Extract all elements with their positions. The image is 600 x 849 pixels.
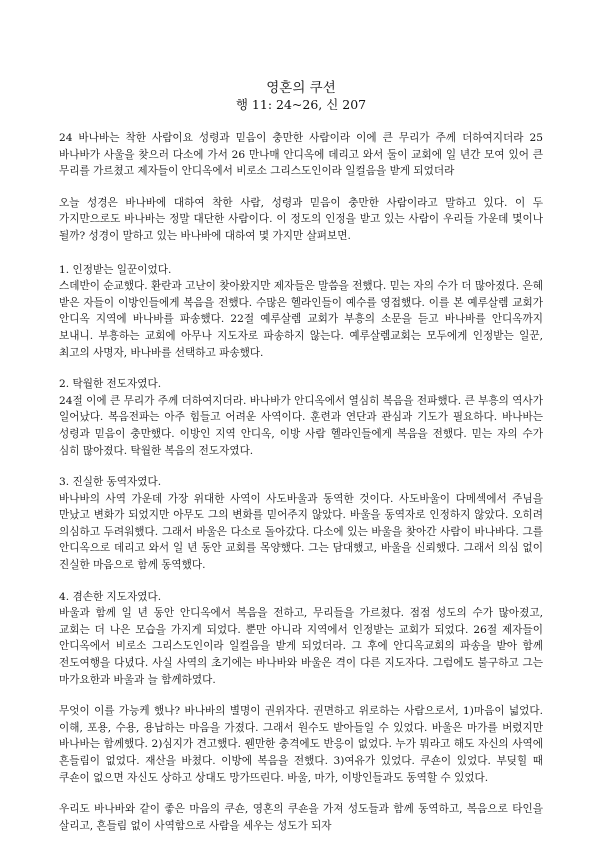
document-title: 영혼의 쿠션 [266, 80, 336, 96]
scripture-passage: 24 바나바는 착한 사람이요 성령과 믿음이 충만한 사람이라 이에 큰 무리가 주께 더하여지더라 25 바나바가 사울을 찾으러 다소에 가서 26 만나매 안디옥에 데리고 와서 둘이 교회에 일 년간 모여 있어 큰 무리를 가르쳤고 제자들이 안디옥에서 비로소 그리스도인이라 일컬음을 받게 되었더라 [59, 132, 543, 178]
section-2 [59, 376, 543, 459]
conclusion-paragraph: 우리도 바나바와 같이 좋은 마음의 쿠숀, 영혼의 쿠숀을 가져 성도들과 함께 동역하고, 복음으로 타인을 살리고, 흔들림 없이 사역함으로 사람을 세우는 성도가 되자 [59, 803, 543, 832]
section-body: 스데반이 순교했다. 환란과 고난이 찾아왔지만 제자들은 말씀을 전했다. 믿는 자의 수가 더 많아졌다. 은혜 받은 자들이 이방인들에게 복음을 전했다. 수많은 헬라인들이 예수를 영접했다. 이를 본 예루살렘 교회가 안디옥 지역에 바나바를 파송했다. 22절 예루살렘 교회가 부흥의 소문을 듣고 바나바를 안디옥까지 보내니. 부흥하는 교회에 아무나 지도자로 파송하지 않는다. 예루살렘교회는 모두에게 인정받는 일꾼, 최고의 사명자, 바나바를 선택하고 파송했다. [59, 280, 543, 359]
section-4 [59, 589, 543, 689]
section-heading: 3. 진실한 동역자였다. [59, 476, 162, 489]
scripture-reference: 행 11: 24~26, 신 207 [235, 97, 367, 112]
section-3 [59, 474, 543, 574]
section-heading: 4. 겸손한 지도자였다. [59, 590, 162, 603]
section-1 [59, 262, 543, 362]
section-heading: 2. 탁월한 전도자였다. [59, 378, 162, 391]
section-body: 24절 이에 큰 무리가 주께 더하여지더라. 바나바가 안디옥에서 열심히 복음을 전파했다. 큰 부흥의 역사가 일어났다. 복음전파는 아주 힘들고 어려운 사역이다. 훈련과 연단과 관심과 기도가 필요하다. 바나바는 성령과 믿음이 충만했다. 이방인 지역 안디옥, 이방 사람 헬라인들에게 복음을 전했다. 믿는 자의 수가 심히 많아졌다. 탁월한 복음의 전도자였다. [59, 394, 543, 457]
section-body: 바울과 함께 일 년 동안 안디옥에서 복음을 전하고, 무리들을 가르쳤다. 점점 성도의 수가 많아졌고, 교회는 더 나은 모습을 가지게 되었다. 뿐만 아니라 지역에서 인정받는 교회가 되었다. 26절 제자들이 안디옥에서 비로소 그리스도인이라 일컬음을 받게 되었더라. 그 후에 안디옥교회의 파송을 받아 함께 전도여행을 다녔다. 사실 사역의 초기에는 바나바와 바울은 격이 다른 지도자다. 그럼에도 불구하고 그는 마가요한과 바울과 늘 함께하였다. [59, 607, 543, 686]
intro-paragraph: 오늘 성경은 바나바에 대하여 착한 사람, 성령과 믿음이 충만한 사람이라고 말하고 있다. 이 두 가지만으로도 바나바는 정말 대단한 사람이다. 이 정도의 인정을 받고 있는 사람이 우리들 가운데 몇이나 될까? 성경이 말하고 있는 바나바에 대하여 몇 가지만 살펴보면. [59, 196, 543, 242]
section-body: 바나바의 사역 가운데 가장 위대한 사역이 사도바울과 동역한 것이다. 사도바울이 다메섹에서 주님을 만났고 변화가 되었지만 아무도 그의 변화를 믿어주지 않았다. 바울을 동역자로 인정하지 않았다. 오히려 의심하고 두려워했다. 그래서 바울은 다소로 돌아갔다. 다소에 있는 바울을 찾아간 사람이 바나바다. 그를 안디옥으로 데리고 와서 일 년 동안 교회를 목양했다. 그는 담대했고, 바울을 신뢰했다. 그래서 의심 없이 진실한 마음으로 함께 동역했다. [59, 492, 543, 572]
closing-question-paragraph: 무엇이 이를 가능케 했나? 바나바의 별명이 권위자다. 권면하고 위로하는 사람으로서, 1)마음이 넓었다. 이해, 포용, 수용, 용납하는 마음을 가졌다. 그래서 원수도 받아들일 수 있었다. 바울은 마가를 버렸지만 바나바는 함께했다. 2)심지가 견고했다. 웬만한 충격에도 반응이 없었다. 누가 뭐라고 해도 자신의 사역에 흔들림이 없었다. 재산을 바쳤다. 이방에 복음을 전했다. 3)여유가 있었다. 쿠숀이 있었다. 부딪힐 때 쿠숀이 없으면 자신도 상하고 상대도 망가뜨린다. 바울, 마가, 이방인들과도 동역할 수 있었다. [59, 705, 543, 784]
section-heading: 1. 인정받는 일꾼이었다. [59, 263, 172, 276]
